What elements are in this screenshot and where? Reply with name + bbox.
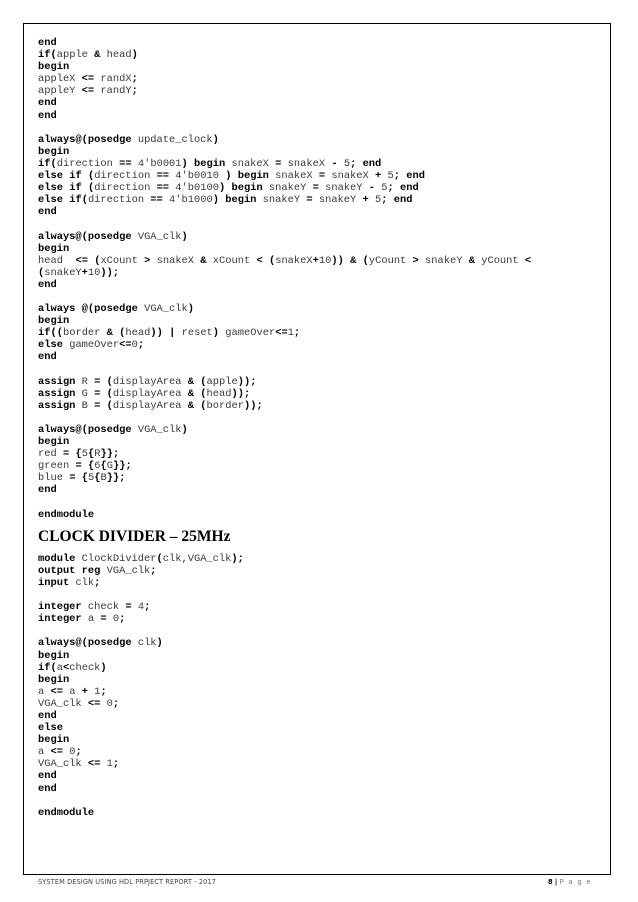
code-line: red = {5{R}};	[38, 448, 120, 461]
code-line	[38, 497, 603, 509]
footer-page-number: 8	[548, 878, 553, 886]
code-line	[38, 291, 603, 303]
code-line	[38, 795, 603, 807]
code-line: begin	[38, 242, 70, 255]
code-line: begin	[38, 649, 70, 662]
code-line: begin	[38, 315, 70, 328]
code-line: end	[38, 782, 57, 795]
footer-page-info	[548, 878, 592, 886]
code-line: assign G = (displayArea & (head));	[38, 387, 251, 400]
code-line: a <= a + 1;	[38, 685, 107, 698]
footer-page-word: P a g e	[559, 878, 592, 886]
code-line: end	[38, 37, 57, 49]
code-line: assign R = (displayArea & (apple));	[38, 375, 257, 388]
code-line: else gameOver<=0;	[38, 339, 145, 352]
code-line: integer check = 4;	[38, 601, 151, 614]
code-line: endmodule	[38, 508, 95, 521]
code-line: always@(posedge clk)	[38, 637, 163, 650]
code-line: module ClockDivider(clk,VGA_clk);	[38, 552, 244, 565]
code-line: end	[38, 770, 57, 783]
code-line: green = {6{G}};	[38, 460, 132, 473]
code-line: end	[38, 278, 57, 291]
document-body	[38, 37, 603, 819]
code-line: (snakeY+10));	[38, 266, 120, 279]
code-line	[38, 364, 603, 376]
code-line: begin	[38, 61, 70, 74]
section-heading: CLOCK DIVIDER – 25MHz	[38, 527, 231, 545]
code-line	[38, 122, 603, 134]
code-line: end	[38, 484, 57, 497]
code-line: VGA_clk <= 0;	[38, 697, 120, 710]
code-line: else	[38, 722, 63, 735]
code-line	[38, 589, 603, 601]
code-line: head <= (xCount > snakeX & xCount < (snakeX+10)) & (yCount > snakeY & yCount <	[38, 254, 532, 267]
code-line: else if (direction == 4'b0010 ) begin snakeX = snakeX + 5; end	[38, 170, 425, 183]
code-line: end	[38, 109, 57, 122]
code-line	[38, 218, 603, 230]
code-line: always@(posedge VGA_clk)	[38, 230, 188, 243]
code-line: if(a<check)	[38, 661, 107, 674]
code-line: else if(direction == 4'b1000) begin snakeY = snakeY + 5; end	[38, 194, 413, 207]
code-line: assign B = (displayArea & (border));	[38, 399, 263, 412]
code-line: output reg VGA_clk;	[38, 564, 157, 577]
code-line: always@(posedge update_clock)	[38, 133, 219, 146]
code-line: appleX <= randX;	[38, 73, 138, 86]
code-line: always @(posedge VGA_clk)	[38, 303, 194, 316]
code-line: end	[38, 97, 57, 110]
code-line: endmodule	[38, 806, 95, 819]
code-line: begin	[38, 436, 70, 449]
code-line: always@(posedge VGA_clk)	[38, 424, 188, 436]
code-line: begin	[38, 145, 70, 158]
footer-report-title: SYSTEM DESIGN USING HDL PRPJECT REPORT - 2017	[38, 878, 217, 886]
code-line: else if (direction == 4'b0100) begin snakeY = snakeY - 5; end	[38, 182, 419, 195]
code-line: if(direction == 4'b0001) begin snakeX = snakeX - 5; end	[38, 157, 382, 170]
code-line: end	[38, 351, 57, 364]
code-line: appleY <= randY;	[38, 85, 138, 98]
code-line	[38, 625, 603, 637]
code-block-snake-logic	[38, 37, 603, 521]
footer-separator: |	[554, 878, 558, 886]
code-line: begin	[38, 673, 70, 686]
code-line	[38, 412, 603, 424]
code-line: VGA_clk <= 1;	[38, 758, 120, 771]
code-line: if((border & (head)) | reset) gameOver<=1;	[38, 327, 301, 340]
code-line: a <= 0;	[38, 746, 82, 759]
code-line: if(apple & head)	[38, 49, 138, 62]
code-line: end	[38, 709, 57, 722]
code-line: input clk;	[38, 576, 101, 589]
code-line: blue = {5{B}};	[38, 472, 126, 485]
code-line: end	[38, 206, 57, 219]
code-line: begin	[38, 734, 70, 747]
code-block-clock-divider	[38, 553, 603, 819]
code-line: integer a = 0;	[38, 613, 126, 626]
